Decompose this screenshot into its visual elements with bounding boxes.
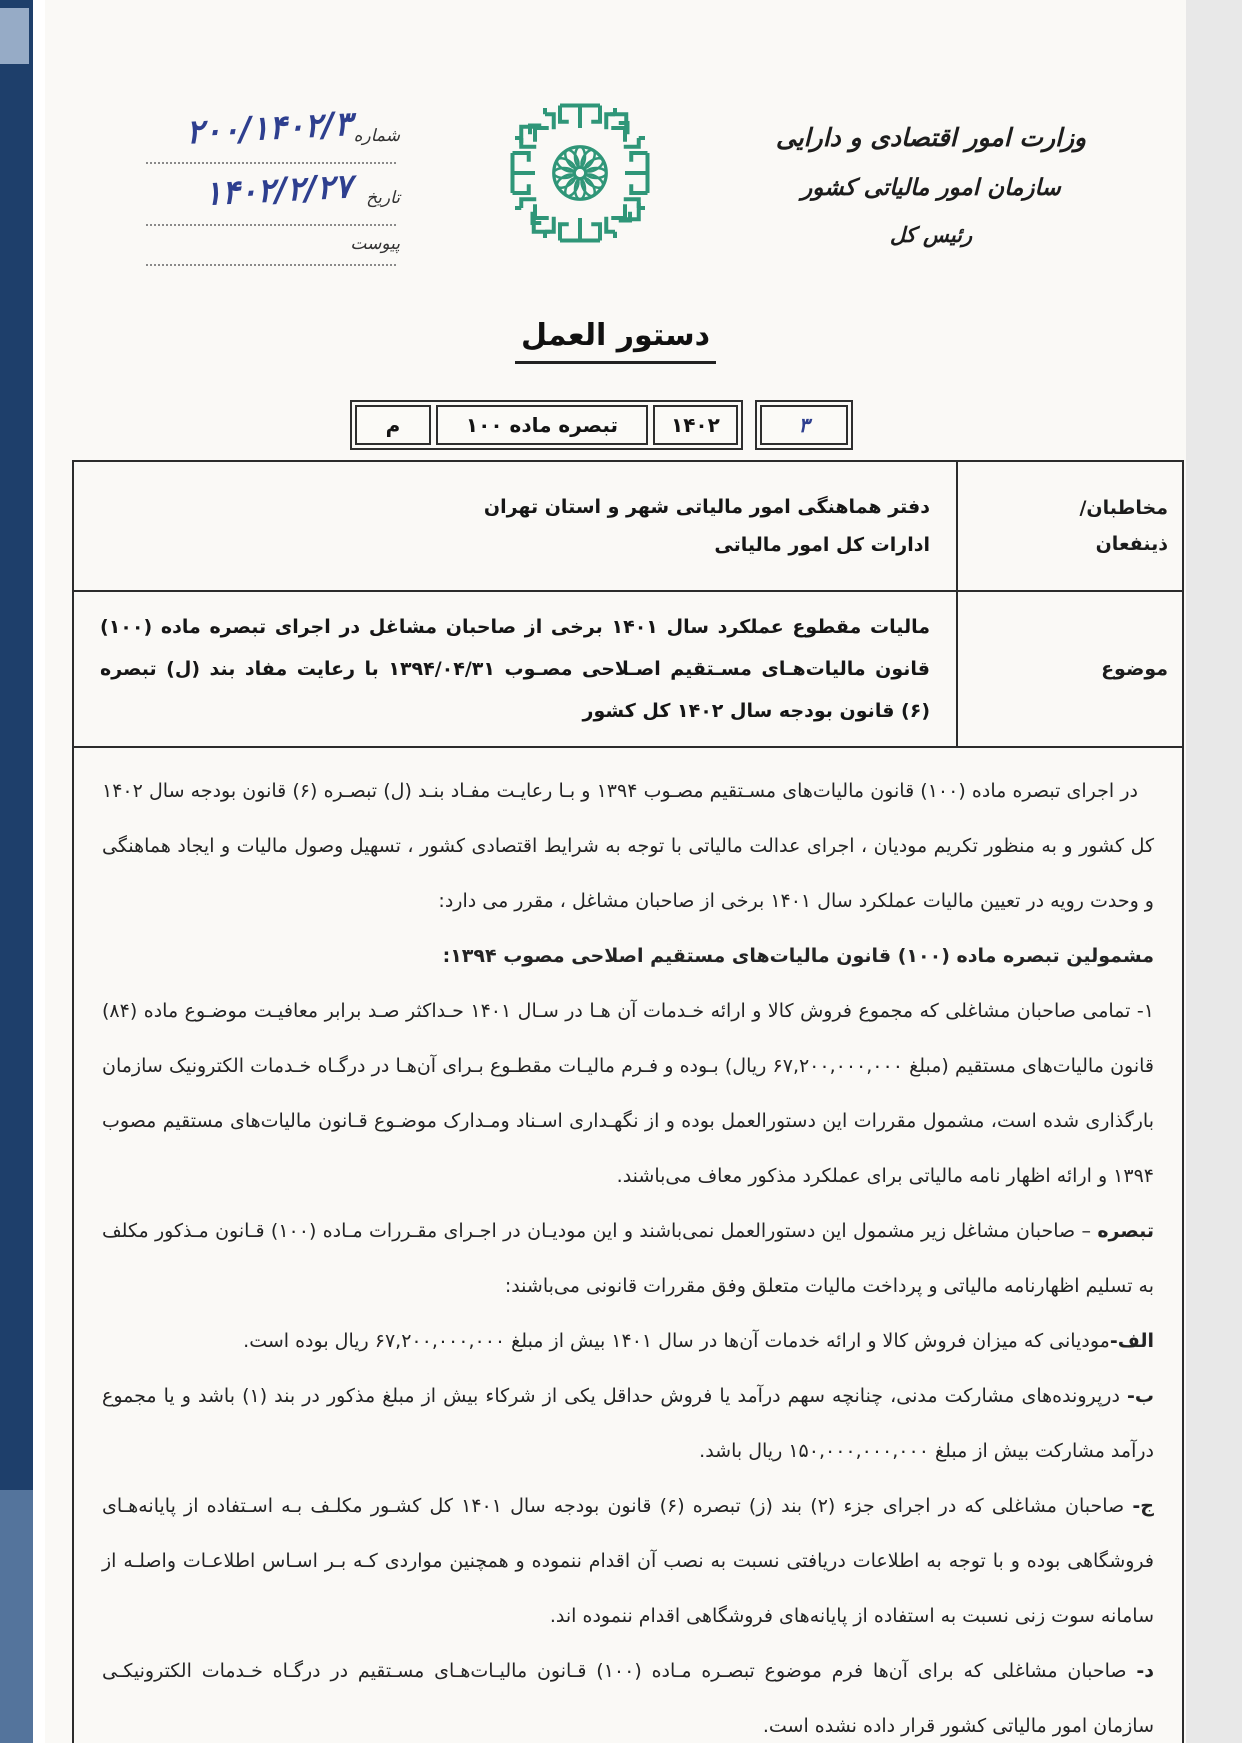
note-paragraph bbox=[102, 1204, 1154, 1314]
letterhead bbox=[766, 112, 1096, 258]
organization-name: سازمان امور مالیاتی کشور bbox=[801, 175, 1061, 201]
recipients-label bbox=[956, 462, 1182, 590]
classification-row bbox=[350, 400, 853, 450]
item-b-label: ب- bbox=[1127, 1385, 1154, 1407]
item-alef-label: الف- bbox=[1109, 1330, 1154, 1352]
item-b-text: درپرونده‌های مشارکت مدنی، چنانچه سهم درآمد یا فروش حداقل یکی از شرکاء بیش از مبلغ مذکور در بند (۱) باشد و یا مجموع درآمد مشارکت بیش از مبلغ ۱۵۰,۰۰۰,۰۰۰,۰۰۰ ریال باشد. bbox=[102, 1385, 1154, 1462]
recipient-line1: دفتر هماهنگی امور مالیاتی شهر و استان تهران bbox=[483, 496, 930, 518]
document-title-wrap bbox=[45, 318, 1186, 364]
subject-code-cell: تبصره ماده ۱۰۰ bbox=[436, 405, 648, 445]
item-d-label: د- bbox=[1136, 1660, 1154, 1682]
ministry-name: وزارت امور اقتصادی و دارایی bbox=[775, 123, 1087, 152]
date-row bbox=[100, 166, 400, 232]
item-j-label: ج- bbox=[1132, 1495, 1154, 1517]
item-d-text: صاحبان مشاغلی که برای آن‌ها فرم موضوع تبصـره مـاده (۱۰۰) قـانون مالیـات‌هـای مسـتقیم در درگـاه خـدمات الکترونیکـی سازمان امور مالیاتی کشور قرار داده نشده است. bbox=[102, 1660, 1154, 1737]
reference-number-value: ۲۰۰/۱۴۰۲/۳ bbox=[185, 103, 353, 152]
recipients-row bbox=[74, 462, 1182, 592]
left-strip-bottom-segment bbox=[0, 1490, 33, 1743]
subject-text: مالیات مقطوع عملکرد سال ۱۴۰۱ برخی از صاحبان مشاغل در اجرای تبصره ماده (۱۰۰) قانون مالیات‌هـای مسـتقیم اصـلاحی مصـوب ۱۳۹۴/۰۴/۳۱ با رعایت مفاد بند (ل) تبصره (۶) قانون بودجه سال ۱۴۰۲ کل کشور bbox=[100, 616, 931, 722]
reference-number-label: شماره bbox=[353, 126, 400, 146]
recipients-label-line1: مخاطبان/ bbox=[1079, 497, 1168, 519]
signatory-title: رئیس کل bbox=[889, 223, 973, 247]
dotted-line bbox=[146, 224, 396, 226]
item-d-paragraph bbox=[102, 1644, 1154, 1743]
intro-paragraph: در اجرای تبصره ماده (۱۰۰) قانون مالیات‌های مسـتقیم مصـوب ۱۳۹۴ و بـا رعایـت مفـاد بنـد (ل) تبصـره (۶) قانون بودجه سال ۱۴۰۲ کل کشور و به منظور تکریم مودیان ، اجرای عدالت مالیاتی با توجه به شرایط اقتصادی کشور ، تسهیل وصول مالیات و ایجاد هماهنگی و وحدت رویه در تعیین مالیات عملکرد سال ۱۴۰۱ برخی از صاحبان مشاغل ، مقرر می دارد: bbox=[102, 780, 1154, 912]
item-b-paragraph bbox=[102, 1369, 1154, 1479]
note-label: تبصره bbox=[1097, 1220, 1154, 1242]
recipients-label-line2: ذینفعان bbox=[1095, 533, 1168, 555]
type-code-cell: م bbox=[355, 405, 431, 445]
item-alef-text: مودیانی که میزان فروش کالا و ارائه خدمات آن‌ها در سال ۱۴۰۱ بیش از مبلغ ۶۷,۲۰۰,۰۰۰,۰۰۰ ریال بوده است. bbox=[243, 1330, 1110, 1352]
item-alef-paragraph bbox=[102, 1314, 1154, 1369]
subject-content bbox=[74, 592, 956, 746]
recipient-line2: ادارات کل امور مالیاتی bbox=[714, 534, 930, 556]
item-j-text: صاحبان مشاغلی که در اجرای جزء (۲) بند (ز) تبصره (۶) قانون بودجه سال ۱۴۰۱ کل کشـور مکلـف بـه اسـتفاده از پایانه‌هـای فروشگاهی بوده و با توجه به اطلاعات دریافتی نسبت به نصب آن اقدام ننموده و همچنین مواردی کـه بـر اسـاس اطلاعـات واصلـه از سامانه سوت زنی نسبت به استفاده از پایانه‌های فروشگاهی اقدام ننموده اند. bbox=[102, 1495, 1154, 1627]
subject-label bbox=[956, 592, 1182, 746]
left-strip-gap bbox=[33, 0, 45, 1743]
directive-table bbox=[72, 460, 1184, 1743]
document-page bbox=[45, 0, 1186, 1743]
tax-emblem-icon bbox=[505, 98, 655, 248]
year-cell: ۱۴۰۲ bbox=[653, 405, 738, 445]
directive-number: ۳ bbox=[760, 405, 848, 445]
document-title: دستور العمل bbox=[515, 318, 716, 364]
section-heading: مشمولین تبصره ماده (۱۰۰) قانون مالیات‌های مستقیم اصلاحی مصوب ۱۳۹۴: bbox=[442, 945, 1154, 967]
left-binding-strip bbox=[0, 0, 33, 1743]
item-1-paragraph: ۱- تمامی صاحبان مشاغلی که مجموع فروش کالا و ارائه خـدمات آن هـا در سـال ۱۴۰۱ حـداکثر صـد برابر معافیـت موضـوع ماده (۸۴) قانون مالیات‌های مستقیم (مبلغ ۶۷,۲۰۰,۰۰۰,۰۰۰ ریال) بـوده و فـرم مالیـات مقطـوع بـرای آن‌هـا در درگـاه خـدمات الکترونیک سازمان بارگذاری شده است، مشمول مقررات این دستورالعمل بوده و از نگهـداری اسـناد ومـدارک موضـوع قـانون مالیات‌های مستقیم مصوب ۱۳۹۴ و ارائه اظهار نامه مالیاتی برای عملکرد مذکور معاف می‌باشند. bbox=[102, 1000, 1155, 1187]
dotted-line bbox=[146, 162, 396, 164]
item-j-paragraph bbox=[102, 1479, 1154, 1644]
body-content bbox=[74, 748, 1182, 1743]
subject-row bbox=[74, 592, 1182, 748]
directive-number-box bbox=[755, 400, 853, 450]
date-value: ۱۴۰۲/۲/۲۷ bbox=[202, 166, 353, 213]
subject-label-text: موضوع bbox=[1101, 658, 1168, 680]
left-strip-top-segment bbox=[0, 8, 29, 64]
recipients-content bbox=[74, 462, 956, 590]
reference-number-row bbox=[100, 103, 400, 170]
body-row bbox=[74, 748, 1182, 1743]
classification-group bbox=[350, 400, 743, 450]
scan-right-edge bbox=[1185, 0, 1242, 1743]
reference-block bbox=[100, 103, 400, 272]
dotted-line bbox=[146, 264, 396, 266]
attachment-label: پیوست bbox=[350, 234, 400, 254]
attachment-row bbox=[100, 232, 400, 272]
date-label: تاریخ bbox=[366, 188, 400, 208]
note-text: – صاحبان مشاغل زیر مشمول این دستورالعمل نمی‌باشند و این مودیـان در اجـرای مقـررات مـاده (۱۰۰) قـانون مـذکور مکلف به تسلیم اظهارنامه مالیاتی و پرداخت مالیات متعلق وفق مقررات قانونی می‌باشند: bbox=[102, 1220, 1154, 1297]
